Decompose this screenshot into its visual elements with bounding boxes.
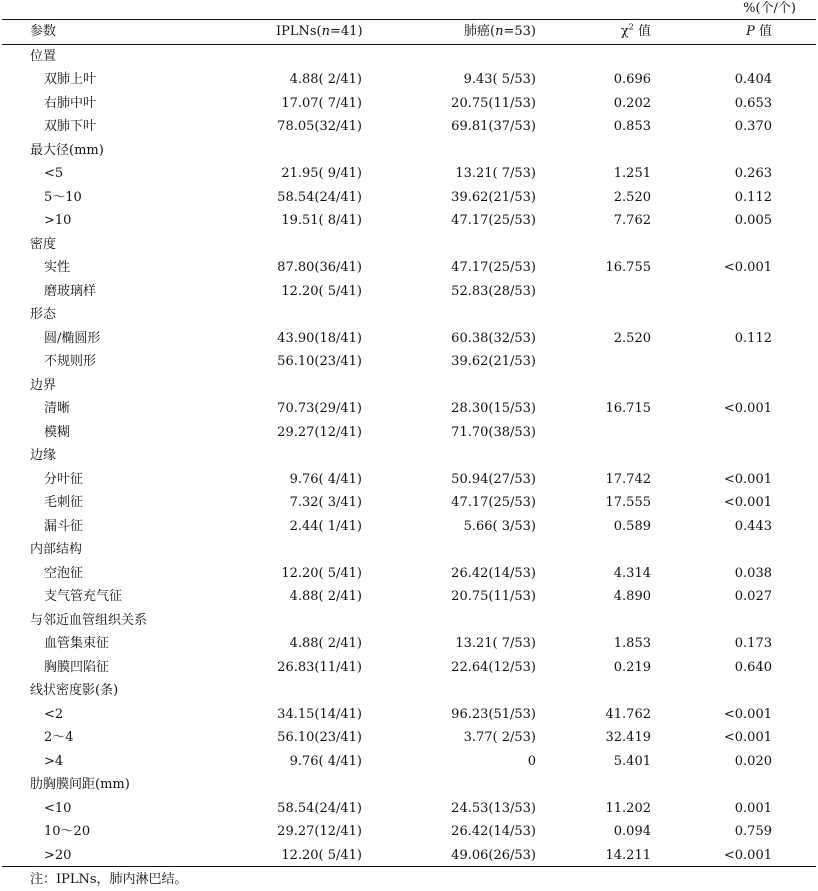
ipln-value: 12.20( 5/41) — [281, 847, 362, 863]
table-row — [0, 491, 818, 515]
table-row — [0, 421, 818, 445]
chi-square-value: 7.762 — [613, 213, 651, 228]
bottom-rule — [2, 866, 816, 867]
chi-square-value: 0.094 — [613, 824, 651, 839]
lung-cancer-value: 0 — [527, 753, 536, 769]
ipln-value: 29.27(12/41) — [277, 824, 362, 839]
header-ipln-prefix: IPLNs( — [276, 24, 322, 39]
row-label: 模糊 — [44, 424, 71, 440]
row-label: >4 — [44, 753, 64, 769]
table-row — [0, 350, 818, 374]
row-label: <2 — [44, 706, 64, 722]
header-param: 参数 — [30, 24, 57, 39]
lung-cancer-value: 20.75(11/53) — [451, 95, 536, 111]
header-p — [690, 20, 772, 44]
ipln-value: 43.90(18/41) — [277, 330, 362, 346]
header-ipln-suffix: =41) — [330, 24, 363, 39]
table-row — [0, 327, 818, 351]
group-label: 位置 — [30, 48, 57, 64]
lung-cancer-value: 13.21( 7/53) — [455, 636, 536, 651]
lung-cancer-value: 26.42(14/53) — [451, 824, 536, 839]
p-value: 0.759 — [734, 824, 772, 839]
ipln-value: 26.83(11/41) — [277, 659, 362, 675]
row-label: >20 — [44, 847, 72, 863]
ipln-value: 56.10(23/41) — [277, 354, 362, 369]
chi-square-value: 4.314 — [613, 565, 651, 581]
chi-square-value: 17.742 — [605, 471, 651, 487]
ipln-value: 58.54(24/41) — [277, 189, 362, 205]
table-group-row — [0, 609, 818, 633]
p-value: <0.001 — [723, 260, 772, 275]
lung-cancer-value: 22.64(12/53) — [451, 659, 536, 675]
ipln-value: 19.51( 8/41) — [281, 213, 362, 228]
header-chi — [560, 20, 651, 44]
table-row — [0, 515, 818, 539]
p-value: <0.001 — [723, 401, 772, 416]
ipln-value: 58.54(24/41) — [277, 800, 362, 816]
table-group-row — [0, 303, 818, 327]
row-label: 清晰 — [44, 401, 71, 416]
table-row — [0, 820, 818, 844]
row-label: 支气管充气征 — [44, 589, 123, 604]
ipln-value: 9.76( 4/41) — [289, 753, 362, 769]
ipln-value: 12.20( 5/41) — [281, 565, 362, 581]
header-ipln-n: n — [321, 24, 331, 39]
ipln-value: 29.27(12/41) — [277, 424, 362, 440]
ipln-value: 34.15(14/41) — [277, 706, 362, 722]
group-label: 线状密度影(条) — [30, 683, 119, 698]
row-label: 右肺中叶 — [44, 95, 97, 111]
header-p-suffix: 值 — [754, 24, 772, 39]
group-label: 最大径(mm) — [30, 142, 104, 158]
lung-cancer-value: 9.43( 5/53) — [463, 72, 536, 87]
lung-cancer-value: 50.94(27/53) — [451, 471, 536, 487]
table-row — [0, 115, 818, 139]
lung-cancer-value: 69.81(37/53) — [451, 119, 536, 134]
row-label: 空泡征 — [44, 565, 84, 581]
group-label: 边界 — [30, 377, 57, 393]
chi-square-value: 1.251 — [613, 166, 651, 181]
ipln-value: 70.73(29/41) — [277, 401, 362, 416]
table-row — [0, 68, 818, 92]
table-group-row — [0, 139, 818, 163]
p-value: 0.038 — [734, 565, 772, 581]
header-chi-sup: 2 — [628, 22, 634, 32]
table-row — [0, 656, 818, 680]
ipln-value: 87.80(36/41) — [277, 260, 362, 275]
ipln-value: 17.07( 7/41) — [281, 95, 362, 111]
chi-square-value: 0.219 — [613, 659, 651, 675]
table-row — [0, 280, 818, 304]
row-label: 漏斗征 — [44, 518, 84, 534]
table-group-row — [0, 538, 818, 562]
ipln-value: 7.32( 3/41) — [289, 495, 362, 510]
table-row — [0, 726, 818, 750]
chi-square-value: 1.853 — [613, 636, 651, 651]
row-label: <5 — [44, 166, 64, 181]
table-row — [0, 844, 818, 868]
chi-square-value: 14.211 — [605, 847, 651, 863]
group-label: 边缘 — [30, 448, 57, 463]
row-label: <10 — [44, 800, 72, 816]
table-row — [0, 797, 818, 821]
ipln-value: 21.95( 9/41) — [281, 166, 362, 181]
lung-cancer-value: 20.75(11/53) — [451, 589, 536, 604]
ipln-value: 2.44( 1/41) — [289, 518, 362, 534]
p-value: 0.263 — [734, 166, 772, 181]
row-label: 2～4 — [44, 730, 74, 745]
table-row — [0, 92, 818, 116]
table-row — [0, 750, 818, 774]
table-row — [0, 162, 818, 186]
table-group-row — [0, 444, 818, 468]
lung-cancer-value: 71.70(38/53) — [451, 424, 536, 440]
p-value: 0.001 — [734, 800, 772, 816]
ipln-value: 56.10(23/41) — [277, 730, 362, 745]
row-label: 血管集束征 — [44, 636, 110, 651]
p-value: 0.005 — [734, 213, 772, 228]
group-label: 肋胸膜间距(mm) — [30, 777, 130, 792]
p-value: <0.001 — [723, 495, 772, 510]
row-label: 圆/椭圆形 — [44, 330, 101, 346]
ipln-value: 4.88( 2/41) — [289, 72, 362, 87]
lung-cancer-value: 5.66( 3/53) — [463, 518, 536, 534]
group-label: 与邻近血管组织关系 — [30, 612, 148, 628]
lung-cancer-value: 26.42(14/53) — [451, 565, 536, 581]
table-row — [0, 397, 818, 421]
chi-square-value: 2.520 — [613, 330, 651, 346]
header-chi-symbol: χ — [620, 24, 629, 39]
ipln-value: 4.88( 2/41) — [289, 636, 362, 651]
lung-cancer-value: 24.53(13/53) — [451, 800, 536, 816]
p-value: <0.001 — [723, 847, 772, 863]
ipln-value: 9.76( 4/41) — [289, 471, 362, 487]
row-label: 实性 — [44, 260, 71, 275]
lung-cancer-value: 13.21( 7/53) — [455, 166, 536, 181]
header-ipln — [276, 20, 362, 44]
row-label: 毛刺征 — [44, 495, 84, 510]
p-value: 0.443 — [734, 518, 772, 534]
table-group-row — [0, 45, 818, 69]
table-group-row — [0, 773, 818, 797]
table-row — [0, 585, 818, 609]
table-row — [0, 562, 818, 586]
lung-cancer-value: 39.62(21/53) — [451, 189, 536, 205]
header-p-symbol: P — [746, 24, 755, 39]
p-value: 0.112 — [734, 189, 772, 205]
group-label: 内部结构 — [30, 542, 83, 557]
p-value: 0.404 — [734, 72, 772, 87]
p-value: <0.001 — [723, 706, 772, 722]
table-row — [0, 209, 818, 233]
row-label: 胸膜凹陷征 — [44, 659, 110, 675]
chi-square-value: 41.762 — [605, 706, 651, 722]
unit-note: %(个/个) — [743, 1, 796, 16]
lung-cancer-value: 28.30(15/53) — [451, 401, 536, 416]
p-value: 0.020 — [734, 753, 772, 769]
chi-square-value: 4.890 — [613, 589, 651, 604]
chi-square-value: 11.202 — [605, 800, 651, 816]
table-row — [0, 703, 818, 727]
table-row — [0, 186, 818, 210]
p-value: 0.027 — [734, 589, 772, 604]
row-label: 分叶征 — [44, 471, 84, 487]
chi-square-value: 0.853 — [613, 119, 651, 134]
p-value: 0.653 — [734, 95, 772, 111]
lung-cancer-value: 47.17(25/53) — [451, 213, 536, 228]
table-group-row — [0, 233, 818, 257]
lung-cancer-value: 47.17(25/53) — [451, 260, 536, 275]
ipln-value: 78.05(32/41) — [277, 119, 362, 134]
row-label: 不规则形 — [44, 354, 97, 369]
chi-square-value: 0.589 — [613, 518, 651, 534]
row-label: 双肺下叶 — [44, 119, 97, 134]
row-label: 磨玻璃样 — [44, 283, 97, 299]
lung-cancer-value: 52.83(28/53) — [451, 283, 536, 299]
chi-square-value: 32.419 — [605, 730, 651, 745]
header-lung-suffix: =53) — [503, 24, 536, 39]
row-label: 5～10 — [44, 189, 82, 205]
lung-cancer-value: 60.38(32/53) — [451, 330, 536, 346]
chi-square-value: 0.696 — [613, 72, 651, 87]
header-lung — [450, 20, 536, 44]
p-value: 0.640 — [734, 659, 772, 675]
lung-cancer-value: 3.77( 2/53) — [463, 730, 536, 745]
lung-cancer-value: 49.06(26/53) — [451, 847, 536, 863]
chi-square-value: 0.202 — [613, 95, 651, 111]
row-label: 双肺上叶 — [44, 72, 97, 87]
chi-square-value: 5.401 — [613, 753, 651, 769]
lung-cancer-value: 39.62(21/53) — [451, 354, 536, 369]
group-label: 密度 — [30, 236, 57, 252]
footnote: 注：IPLNs，肺内淋巴结。 — [30, 872, 188, 887]
p-value: 0.370 — [734, 119, 772, 134]
ipln-value: 12.20( 5/41) — [281, 283, 362, 299]
header-lung-n: n — [495, 24, 504, 39]
p-value: 0.173 — [734, 636, 772, 651]
table-row — [0, 256, 818, 280]
table-group-row — [0, 374, 818, 398]
header-lung-prefix: 肺癌( — [464, 24, 496, 39]
p-value: 0.112 — [734, 330, 772, 346]
group-label: 形态 — [30, 307, 57, 322]
chi-square-value: 2.520 — [613, 189, 651, 205]
table-row — [0, 632, 818, 656]
p-value: <0.001 — [723, 471, 772, 487]
row-label: 10～20 — [44, 824, 91, 839]
chi-square-value: 17.555 — [605, 495, 651, 510]
table-row — [0, 468, 818, 492]
chi-square-value: 16.715 — [605, 401, 651, 416]
lung-cancer-value: 47.17(25/53) — [451, 495, 536, 510]
p-value: <0.001 — [723, 730, 772, 745]
lung-cancer-value: 96.23(51/53) — [451, 706, 536, 722]
chi-square-value: 16.755 — [605, 260, 651, 275]
header-chi-suffix: 值 — [633, 24, 651, 39]
row-label: >10 — [44, 213, 72, 228]
table-group-row — [0, 679, 818, 703]
ipln-value: 4.88( 2/41) — [289, 589, 362, 604]
